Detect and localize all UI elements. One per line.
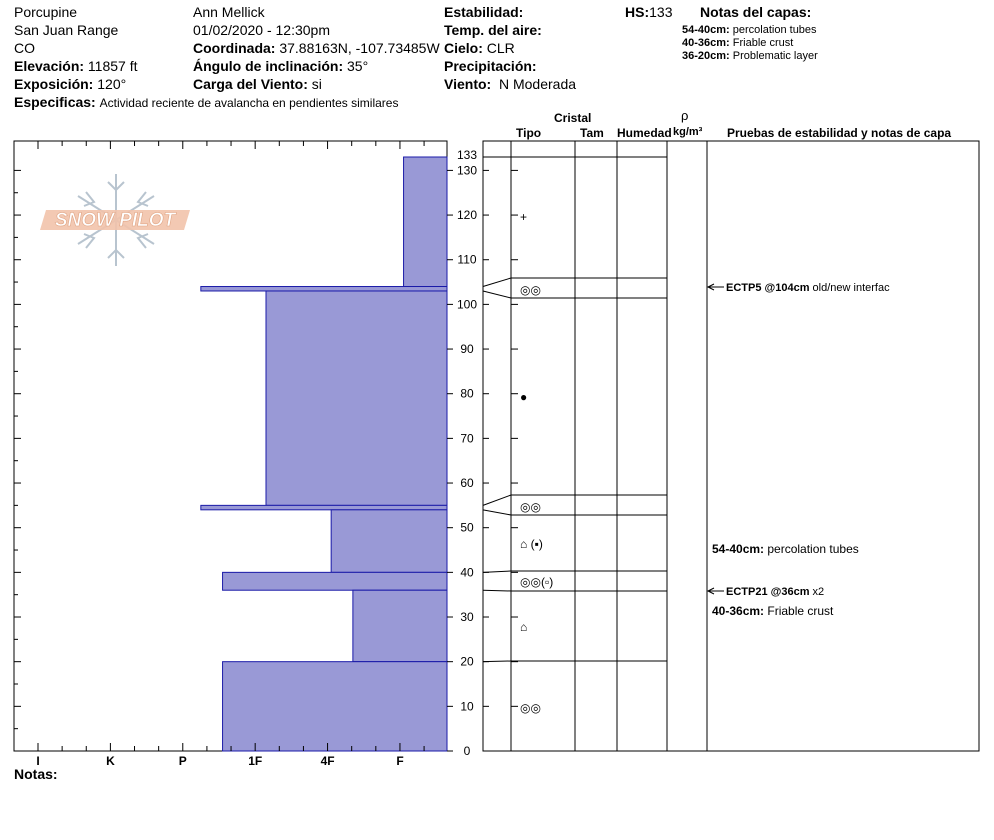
coordinate-label: Coordinada:	[193, 40, 276, 56]
hardness-tick-label: K	[106, 754, 115, 768]
state-name: CO	[14, 40, 35, 56]
location-name: Porcupine	[14, 4, 78, 20]
stability-label: Estabilidad:	[444, 4, 524, 20]
wind-load-label: Carga del Viento:	[193, 76, 308, 92]
depth-tick-label: 10	[460, 699, 474, 714]
layer-note-1: 54-40cm: percolation tubes	[682, 24, 817, 36]
hs-label: HS:	[625, 4, 650, 20]
svg-text:SNOW PILOT: SNOW PILOT	[54, 210, 176, 231]
tam-header: Tam	[580, 126, 604, 140]
depth-tick-label: 80	[460, 386, 474, 401]
grain-symbol: +	[520, 210, 528, 224]
hardness-bar-2	[201, 287, 447, 291]
stability-test: ECTP5 @104cm old/new interfac	[726, 282, 890, 294]
layer-comment: 40-36cm: Friable crust	[712, 604, 834, 618]
specifics-value: Actividad reciente de avalancha en pendientes similares	[99, 96, 399, 110]
sky-value: CLR	[486, 40, 515, 56]
layer-comment: 54-40cm: percolation tubes	[712, 542, 859, 556]
layer-note-3: 36-20cm: Problematic layer	[682, 50, 818, 62]
depth-tick-label: 20	[460, 654, 474, 669]
layer-table-frame	[483, 141, 979, 751]
depth-tick-label: 130	[456, 163, 478, 178]
rho-header: ρ	[681, 108, 689, 123]
depth-tick-label: 90	[460, 342, 474, 357]
layer-connector	[483, 571, 511, 572]
depth-tick-label: 40	[460, 565, 474, 580]
depth-tick-label: 0	[463, 744, 471, 758]
observer-name: Ann Mellick	[193, 4, 265, 20]
hardness-bar-8	[223, 662, 447, 751]
layer-connector	[483, 495, 511, 505]
layer-connector	[483, 590, 511, 591]
grain-symbol: ◎◎	[520, 500, 541, 514]
layer-connector	[483, 510, 511, 515]
layer-connector	[483, 278, 511, 287]
depth-tick-label: 100	[456, 297, 478, 312]
air-temp-label: Temp. del aire:	[444, 22, 542, 38]
depth-tick-label: 60	[460, 476, 474, 491]
depth-tick-label: 30	[460, 610, 474, 625]
stability-test: ECTP21 @36cm x2	[726, 586, 825, 598]
hardness-bar-5	[331, 510, 447, 573]
hardness-tick-label: 4F	[320, 754, 335, 768]
slope-value: 35°	[347, 58, 369, 74]
coordinate-value: 37.88163N, -107.73485W	[279, 40, 440, 56]
elevation-value: 11857 ft	[87, 58, 138, 74]
layer-notes-title: Notas del capas:	[700, 4, 812, 20]
wind-label: Viento:	[444, 76, 492, 92]
exposure-label: Exposición:	[14, 76, 94, 92]
tests-header: Pruebas de estabilidad y notas de capa	[727, 126, 952, 140]
layer-connector	[483, 291, 511, 298]
precip-label: Precipitación:	[444, 58, 537, 74]
hardness-tick-label: 1F	[248, 754, 263, 768]
notes-label: Notas:	[14, 766, 58, 782]
hardness-bar-7	[353, 590, 447, 661]
depth-tick-label: 110	[457, 252, 477, 267]
observation-datetime: 01/02/2020 - 12:30pm	[193, 22, 330, 38]
exposure-value: 120°	[97, 76, 127, 92]
layer-connector	[483, 661, 511, 662]
grain-symbol: ●	[520, 390, 528, 404]
humedad-header: Humedad	[617, 126, 672, 140]
depth-tick-label: 70	[460, 431, 474, 446]
wind-value: N Moderada	[498, 76, 577, 92]
hardness-bar-4	[201, 505, 447, 509]
hardness-bar-6	[223, 572, 447, 590]
hardness-tick-label: P	[178, 754, 187, 768]
layer-note-2: 40-36cm: Friable crust	[682, 37, 794, 49]
hardness-bar-3	[266, 291, 447, 505]
elevation-label: Elevación:	[14, 58, 85, 74]
tipo-header: Tipo	[516, 126, 542, 140]
depth-tick-label: 120	[456, 208, 478, 223]
grain-symbol: ◎◎	[520, 283, 541, 297]
hardness-tick-label: F	[396, 754, 404, 768]
hs-value: 133	[649, 4, 673, 20]
grain-symbol: ◎◎(▫)	[520, 575, 554, 589]
range-name: San Juan Range	[14, 22, 119, 38]
depth-tick-label: 50	[460, 520, 474, 535]
slope-label: Ángulo de inclinación:	[193, 58, 344, 74]
density-unit-header: kg/m³	[673, 126, 703, 138]
depth-top-label: 133	[456, 148, 478, 162]
sky-label: Cielo:	[444, 40, 483, 56]
grain-symbol: ⌂ (▪)	[520, 537, 543, 551]
grain-symbol: ⌂	[520, 620, 528, 634]
hardness-tick-label: I	[36, 754, 40, 768]
wind-load-value: si	[311, 76, 322, 92]
grain-symbol: ◎◎	[520, 701, 541, 715]
hardness-bar-1	[404, 157, 447, 287]
specifics-label: Especificas:	[14, 94, 96, 110]
cristal-header: Cristal	[554, 111, 592, 125]
